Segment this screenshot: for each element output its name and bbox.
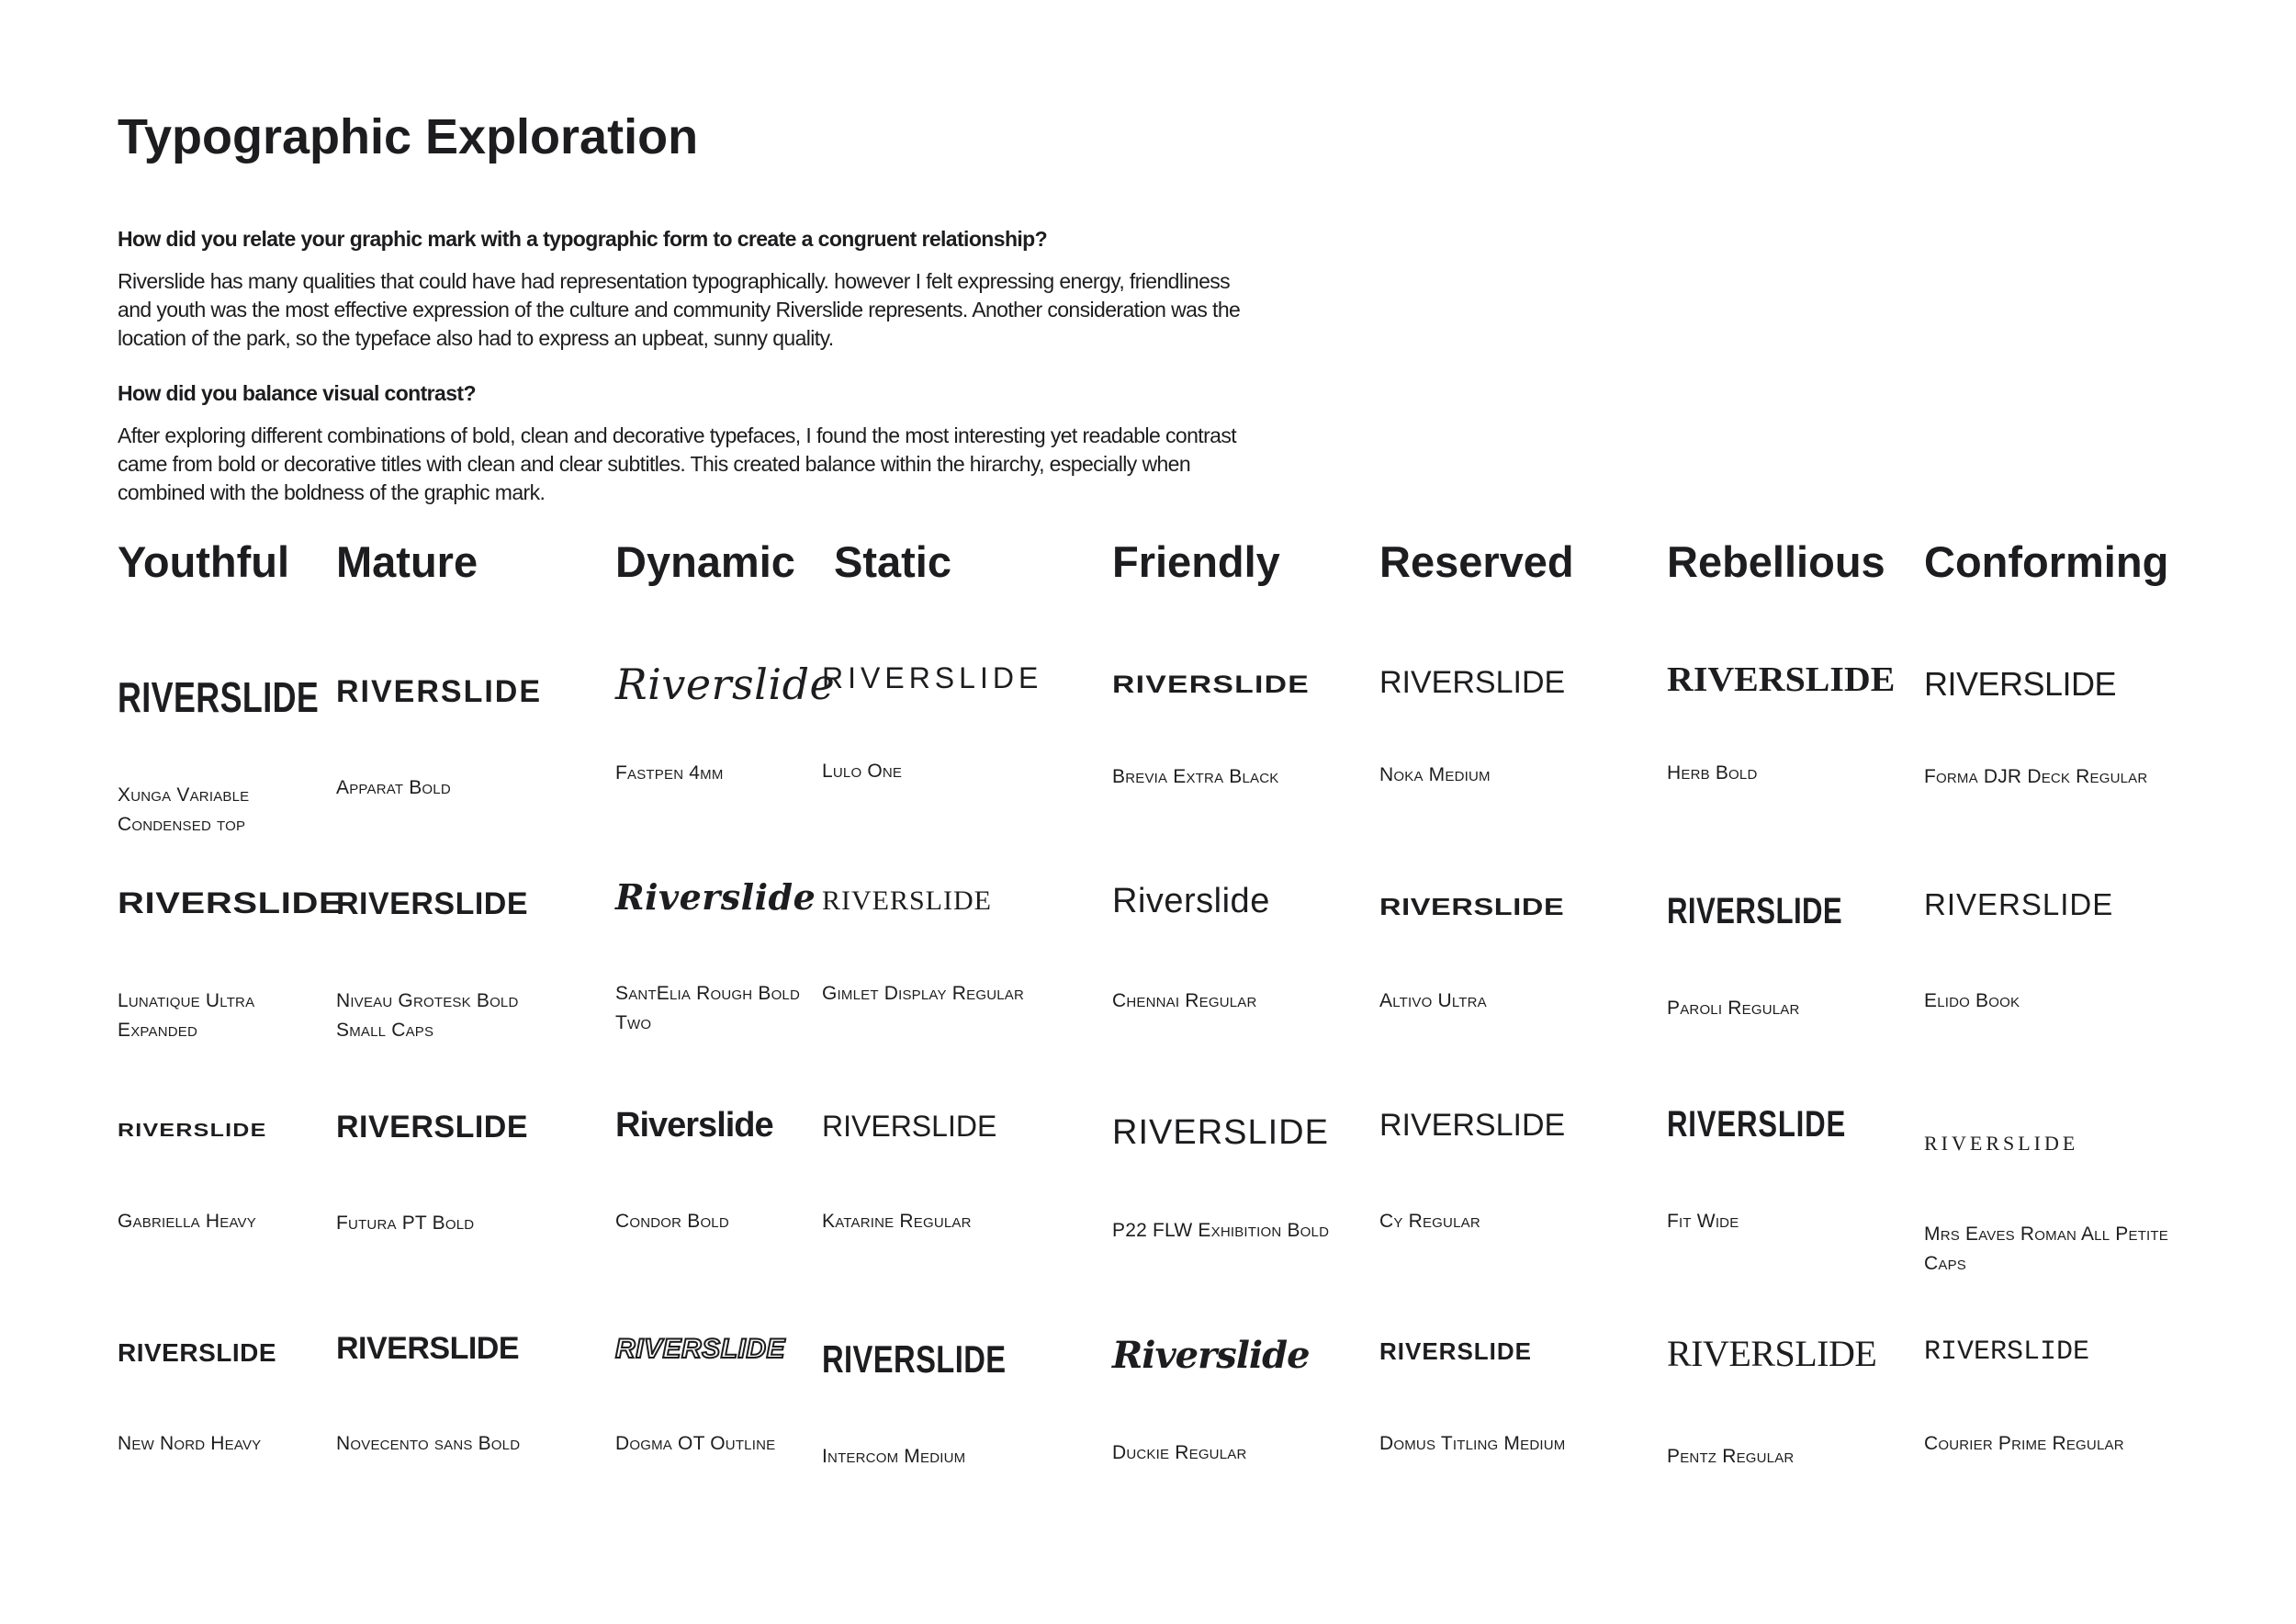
font-name: Cy Regular [1379, 1211, 1480, 1232]
type-specimen: RIVERSLIDE [1379, 893, 1565, 920]
font-name: P22 FLW Exhibition Bold [1112, 1220, 1330, 1241]
font-name: Mrs Eaves Roman All Petite Caps [1924, 1224, 2168, 1274]
mood-heading-static: Static [834, 537, 951, 586]
type-specimen: RIVERSLIDE [1667, 1333, 1877, 1374]
font-name: Futura PT Bold [336, 1212, 475, 1234]
font-name: Pentz Regular [1667, 1446, 1795, 1467]
answer-visual-contrast: After exploring different combinations of bold, clean and decorative typefaces, I found the most interesting yet readable contrast came from bold or decorative titles with clean and clear subtitles. This created balance within the hirarchy, especially when combined with the boldness of the graphic mark. [118, 423, 1237, 504]
font-name: Niveau Grotesk Bold Small Caps [336, 990, 519, 1041]
font-name: SantElia Rough Bold Two [615, 983, 801, 1033]
font-name: Herb Bold [1667, 762, 1758, 784]
font-name: Intercom Medium [822, 1446, 966, 1467]
type-specimen: RIVERSLIDE [1112, 671, 1311, 698]
type-specimen: RIVERSLIDE [118, 1338, 277, 1367]
mood-heading-youthful: Youthful [118, 537, 290, 586]
font-name: Lulo One [822, 761, 903, 782]
type-specimen: RIVERSLIDE [1924, 1132, 2079, 1155]
type-specimen: RIVERSLIDE [118, 673, 320, 721]
font-name: New Nord Heavy [118, 1433, 262, 1454]
font-name: Fastpen 4mm [615, 762, 724, 784]
mood-heading-mature: Mature [336, 537, 478, 586]
font-name: Noka Medium [1379, 764, 1491, 785]
mood-heading-friendly: Friendly [1112, 537, 1280, 586]
type-specimen: RIVERSLIDE [822, 661, 1043, 694]
type-specimen: Riverslide [1112, 1334, 1310, 1377]
answer-congruent-relationship: Riverslide has many qualities that could have had representation typographically. however I felt expressing energy, friendliness and youth was the most effective expression of the culture and community Riverslide represents. Another consideration was the location of the park, so the typeface also had to express an upbeat, sunny quality. [118, 269, 1241, 350]
type-specimen: RIVERSLIDE [1379, 1108, 1566, 1143]
mood-heading-conforming: Conforming [1924, 537, 2169, 586]
font-name: Domus Titling Medium [1379, 1433, 1566, 1454]
type-specimen: RIVERSLIDE [336, 886, 529, 921]
font-name: Brevia Extra Black [1112, 766, 1279, 787]
type-specimen: Riverslide [615, 1106, 773, 1145]
type-specimen: RIVERSLIDE [336, 1331, 520, 1366]
font-name: Chennai Regular [1112, 990, 1257, 1011]
type-specimen: RIVERSLIDE [822, 885, 992, 916]
type-specimen: RIVERSLIDE [118, 886, 344, 919]
mood-heading-dynamic: Dynamic [615, 537, 795, 586]
font-name: Condor Bold [615, 1211, 729, 1232]
type-specimen: RIVERSLIDE [1667, 1104, 1847, 1145]
font-name: Forma DJR Deck Regular [1924, 766, 2148, 787]
font-name: Novecento sans Bold [336, 1433, 521, 1454]
type-specimen: RIVERSLIDE [822, 1110, 997, 1143]
page-title: Typographic Exploration [118, 109, 699, 164]
type-specimen: Riverslide [615, 876, 816, 918]
font-name: Xunga Variable Condensed top [118, 784, 250, 835]
font-name: Lunatique Ultra Expanded [118, 990, 255, 1041]
type-specimen: RIVERSLIDE [336, 674, 543, 709]
mood-heading-reserved: Reserved [1379, 537, 1574, 586]
type-specimen: RIVERSLIDE [118, 1121, 267, 1141]
type-specimen: RIVERSLIDE [1924, 887, 2114, 921]
type-specimen: RIVERSLIDE [615, 1334, 786, 1364]
font-name: Katarine Regular [822, 1211, 972, 1232]
question-visual-contrast: How did you balance visual contrast? [118, 381, 476, 405]
font-name: Courier Prime Regular [1924, 1433, 2124, 1454]
font-name: Altivo Ultra [1379, 990, 1487, 1011]
font-name: Paroli Regular [1667, 998, 1800, 1019]
type-specimen: Riverslide [1112, 882, 1270, 920]
type-specimen: RIVERSLIDE [1924, 665, 2117, 703]
font-name: Duckie Regular [1112, 1442, 1247, 1463]
type-specimen: RIVERSLIDE [1924, 1336, 2090, 1368]
font-name: Dogma OT Outline [615, 1433, 776, 1454]
font-name: Gabriella Heavy [118, 1211, 256, 1232]
type-specimen: RIVERSLIDE [1112, 1113, 1329, 1152]
font-name: Elido Book [1924, 990, 2020, 1011]
font-name: Apparat Bold [336, 777, 451, 798]
type-specimen: RIVERSLIDE [1379, 665, 1566, 700]
font-name: Fit Wide [1667, 1211, 1739, 1232]
type-specimen: RIVERSLIDE [1667, 660, 1896, 699]
type-specimen: RIVERSLIDE [1379, 1337, 1533, 1365]
mood-heading-rebellious: Rebellious [1667, 537, 1885, 586]
type-specimen: RIVERSLIDE [1667, 891, 1843, 931]
question-congruent-relationship: How did you relate your graphic mark with a typographic form to create a congruent relationship? [118, 227, 1048, 251]
type-specimen: RIVERSLIDE [822, 1337, 1007, 1381]
font-name: Gimlet Display Regular [822, 983, 1025, 1004]
type-specimen: Riverslide [615, 660, 836, 709]
type-specimen: RIVERSLIDE [336, 1110, 529, 1145]
